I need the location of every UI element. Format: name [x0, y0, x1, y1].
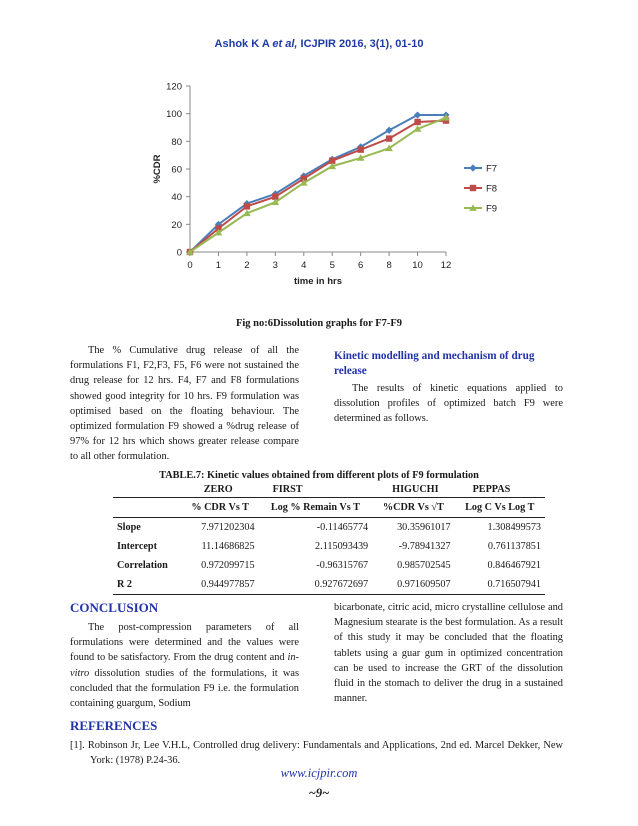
table-model-header: PEPPAS [472, 483, 511, 495]
table-cell: 0.971609507 [372, 575, 454, 595]
y-tick-label: 80 [171, 136, 182, 148]
data-point-F7 [414, 111, 421, 118]
data-point-F8 [244, 203, 250, 209]
table-cell: -0.11465774 [316, 522, 369, 533]
table-row [113, 575, 545, 595]
reference-item: [1]. Robinson Jr, Lee V.H.L, Controlled drug delivery: Fundamentals and Applications, 2nd ed. Marcel Dekker, New York: (1978) P.24-36. [70, 740, 563, 767]
header-journal: ICJPIR 2016, 3(1), 01-10 [297, 38, 424, 50]
header-author: Ashok K A [214, 38, 273, 50]
x-axis-label: time in hrs [293, 276, 343, 287]
y-tick-label: 0 [176, 247, 182, 259]
table-row [113, 537, 545, 556]
conclusion-paragraph [70, 620, 299, 711]
table-model-header: ZERO [203, 483, 233, 495]
kinetic-table [113, 481, 545, 595]
x-tick-label: 8 [386, 260, 392, 271]
table-cell: -9.78941327 [398, 541, 451, 552]
legend-label: F8 [486, 183, 498, 195]
table-corner [113, 481, 182, 498]
conclusion-text-1: The post-compression parameters of all formulations were determined and the values were found to be satisfactory. From the drug content and [70, 622, 299, 664]
table-subheader: % CDR Vs T [182, 498, 259, 518]
table-row [113, 518, 545, 538]
y-tick-label: 60 [171, 164, 182, 176]
table-cell: -0.96315767 [316, 560, 369, 571]
table-subheader: Log C Vs Log T [455, 498, 545, 518]
y-tick-label: 20 [171, 219, 182, 231]
table-model-row [113, 481, 545, 498]
running-header [0, 38, 638, 50]
conclusion-invitro: in-vitro [70, 652, 299, 679]
row-label: R 2 [113, 575, 182, 595]
x-tick-label: 2 [244, 260, 250, 271]
table-model-header: FIRST [272, 483, 303, 495]
references-list [70, 738, 563, 768]
legend-marker-F7 [469, 164, 476, 171]
table-cell: 30.35961017 [397, 522, 451, 533]
x-tick-label: 3 [272, 260, 278, 271]
x-tick-label: 0 [187, 260, 193, 271]
table-cell: 7.971202304 [201, 522, 255, 533]
y-tick-label: 40 [171, 192, 182, 204]
row-label: Correlation [117, 560, 168, 571]
left-paragraph: The % Cumulative drug release of all the formulations F1, F2,F3, F5, F6 were not sustained the drug release for 12 hrs. F4, F7 and F8 formulations showed good integrity for 10 hrs. F9 formulation was optimised based on the floating behaviour. The optimized formulation F9 showed a %drug release of 97% for 12 hrs which shows greater release compare to all other formulation. [70, 345, 299, 463]
left-paragraph-block [70, 343, 299, 465]
table-subheader: %CDR Vs √T [372, 498, 454, 518]
conclusion-left-block [70, 620, 299, 711]
dissolution-chart [146, 76, 498, 294]
legend-label: F9 [486, 203, 498, 215]
data-point-F8 [414, 119, 420, 125]
table-row [113, 556, 545, 575]
kinetic-paragraph: The results of kinetic equations applied to dissolution profiles of optimized batch F9 were determined as follows. [334, 383, 563, 425]
table-subheader: Log % Remain Vs T [259, 498, 373, 518]
table-cell: 0.761137851 [487, 541, 541, 552]
conclusion-right-block [334, 600, 563, 706]
figure-caption: Fig no:6Dissolution graphs for F7-F9 [235, 318, 403, 329]
series-line-F9 [190, 118, 446, 252]
table-title: TABLE.7: Kinetic values obtained from different plots of F9 formulation [159, 470, 479, 481]
page-number: ~9~ [308, 786, 330, 800]
conclusion-title: CONCLUSION [70, 600, 159, 615]
table-cell: 0.972099715 [201, 560, 255, 571]
x-tick-label: 4 [301, 260, 307, 271]
x-tick-label: 10 [412, 260, 423, 271]
x-tick-label: 1 [215, 260, 222, 271]
y-tick-label: 120 [166, 81, 182, 93]
y-axis-label: %CDR [152, 154, 163, 184]
x-tick-label: 12 [440, 260, 452, 271]
legend-label: F7 [486, 163, 498, 175]
kinetic-title: Kinetic modelling and mechanism of drug release [334, 350, 535, 377]
table-cell: 11.14686825 [201, 541, 255, 552]
y-tick-label: 100 [166, 109, 182, 121]
table-cell: 0.716507941 [455, 575, 545, 595]
conclusion-continuation: bicarbonate, citric acid, micro crystalline cellulose and Magnesium stearate is the best formulation. As a result of this study it may be concluded that the floating tablets using a guar gum in optimized concentration can be used to increase the GRT of the dissolution fluid in the stomach to deliver the drug in a sustained manner. [334, 602, 563, 705]
series-line-F8 [190, 121, 446, 252]
table-cell: 0.985702545 [397, 560, 451, 571]
row-label: Slope [117, 522, 141, 533]
table-cell: 0.944977857 [182, 575, 259, 595]
conclusion-text-2: dissolution studies of the formulations, it was concluded that the formulation F9 i.e. the formulation containing guargum, Sodium [70, 667, 299, 710]
footer-url[interactable]: www.icjpir.com [280, 766, 358, 780]
data-point-F8 [357, 146, 363, 152]
table-cell: 1.308499573 [487, 522, 541, 533]
table-cell: 0.927672697 [259, 575, 373, 595]
legend-marker-F8 [470, 185, 476, 191]
kinetic-paragraph-block [334, 381, 563, 427]
table-cell: 2.115093439 [315, 541, 369, 552]
references-title: REFERENCES [70, 718, 158, 733]
x-tick-label: 5 [329, 260, 335, 271]
data-point-F8 [386, 135, 392, 141]
table-corner [113, 498, 182, 518]
x-tick-label: 6 [358, 260, 364, 271]
table-cell: 0.846467921 [487, 560, 541, 571]
table-model-header: HIGUCHI [392, 483, 439, 495]
row-label: Intercept [117, 541, 157, 552]
table-subheader-row [113, 498, 545, 518]
header-etal: et al, [272, 38, 298, 50]
